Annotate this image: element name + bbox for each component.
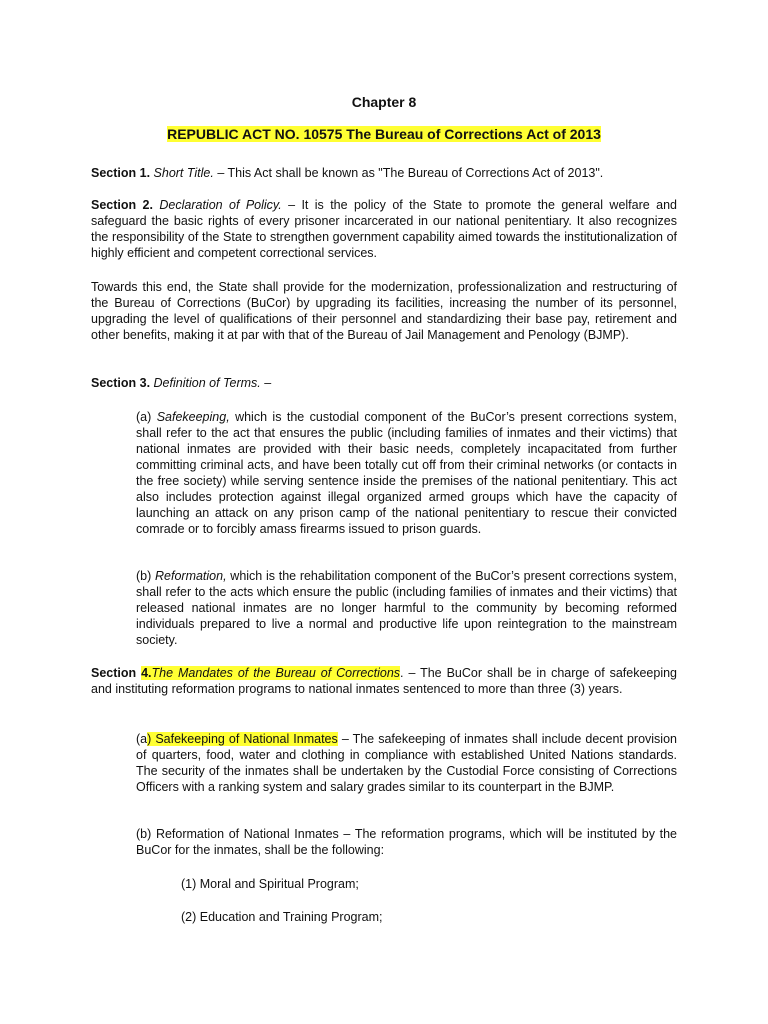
- program-item: (2) Education and Training Program;: [181, 910, 383, 924]
- section-2-text: – It is the policy of the State to promote the general welfare and safeguard the basic rights of every prisoner incarcerated in our national penitentiary. It also recognizes the responsibility of the State to strengthen government capability aimed towards the institutionalization of highly efficient and competent correctional services.: [91, 198, 677, 260]
- section-1: [91, 165, 677, 181]
- section-3-a-prefix: (a): [136, 410, 157, 424]
- section-2: [91, 197, 677, 261]
- section-4-a-prefix: (a: [136, 732, 148, 746]
- section-3-a-term: Safekeeping,: [156, 410, 230, 424]
- act-title: [0, 126, 768, 142]
- section-3-a-text: which is the custodial component of the BuCor’s present corrections system, shall refer to the act that ensures the public (including families of inmates and their victims) that national inmates are provided with their basic needs, completely incapacitated from further committing criminal acts, and have been totally cut off from their criminal networks (or contacts in the free society) while serving sentence inside the premises of the national penitentiary. This act also includes protection against illegal organized armed groups which have the capacity of launching an attack on any prison camp of the national penitentiary to rescue their convicted comrade or to forcibly amass firearms issued to prison guards.: [136, 410, 677, 536]
- section-3-b-prefix: (b): [136, 569, 155, 583]
- section-1-text: – This Act shall be known as "The Bureau of Corrections Act of 2013".: [213, 166, 604, 180]
- section-2-label: Section 2.: [91, 198, 153, 212]
- section-3-heading: Definition of Terms.: [153, 376, 261, 390]
- section-4-a: [136, 731, 677, 795]
- paragraph-towards: Towards this end, the State shall provide for the modernization, professionalization and restructuring of the Bureau of Corrections (BuCor) by upgrading its facilities, increasing the number of its personnel, upgrading the level of qualifications of their personnel and standardizing their base pay, retirement and other benefits, making it at par with that of the Bureau of Jail Management and Penology (BJMP).: [91, 280, 677, 342]
- section-4-a-highlight: ) Safekeeping of National Inmates: [147, 732, 338, 746]
- section-3: [91, 375, 677, 391]
- section-4-label-a: Section: [91, 666, 142, 680]
- section-3-a: [136, 409, 677, 537]
- section-4-label-b: 4.: [141, 666, 152, 680]
- section-4-text: . – The BuCor shall be in charge of safekeeping and instituting reformation programs to national inmates sentenced to more than three (3) years.: [91, 666, 678, 696]
- section-3-b: [136, 568, 677, 648]
- section-3-label: Section 3.: [91, 376, 151, 390]
- section-4-a-text: – The safekeeping of inmates shall include decent provision of quarters, food, water and clothing in compliance with established United Nations standards. The security of the inmates shall be undertaken by the Custodial Force consisting of Corrections Officers with a ranking system and salary grades similar to its counterpart in the BJMP.: [136, 732, 677, 794]
- section-4-b: (b) Reformation of National Inmates – The reformation programs, which will be instituted by the BuCor for the inmates, shall be the following:: [136, 827, 677, 857]
- section-4-heading: The Mandates of the Bureau of Corrections: [151, 666, 401, 680]
- section-4: [91, 665, 677, 697]
- program-item: (1) Moral and Spiritual Program;: [181, 877, 359, 891]
- section-1-heading: Short Title.: [153, 166, 214, 180]
- chapter-heading: Chapter 8: [351, 94, 417, 110]
- section-1-label: Section 1.: [91, 166, 151, 180]
- act-title-text: REPUBLIC ACT NO. 10575 The Bureau of Corrections Act of 2013: [167, 126, 601, 142]
- section-3-b-text: which is the rehabilitation component of the BuCor’s present corrections system, shall refer to the acts which ensure the public (including families of inmates and their victims) that released national inmates are no longer harmful to the community by becoming reformed individuals prepared to live a normal and productive life upon reintegration to the mainstream society.: [136, 569, 677, 647]
- section-3-text: –: [260, 376, 272, 390]
- section-3-b-term: Reformation,: [155, 569, 227, 583]
- section-2-heading: Declaration of Policy.: [159, 198, 282, 212]
